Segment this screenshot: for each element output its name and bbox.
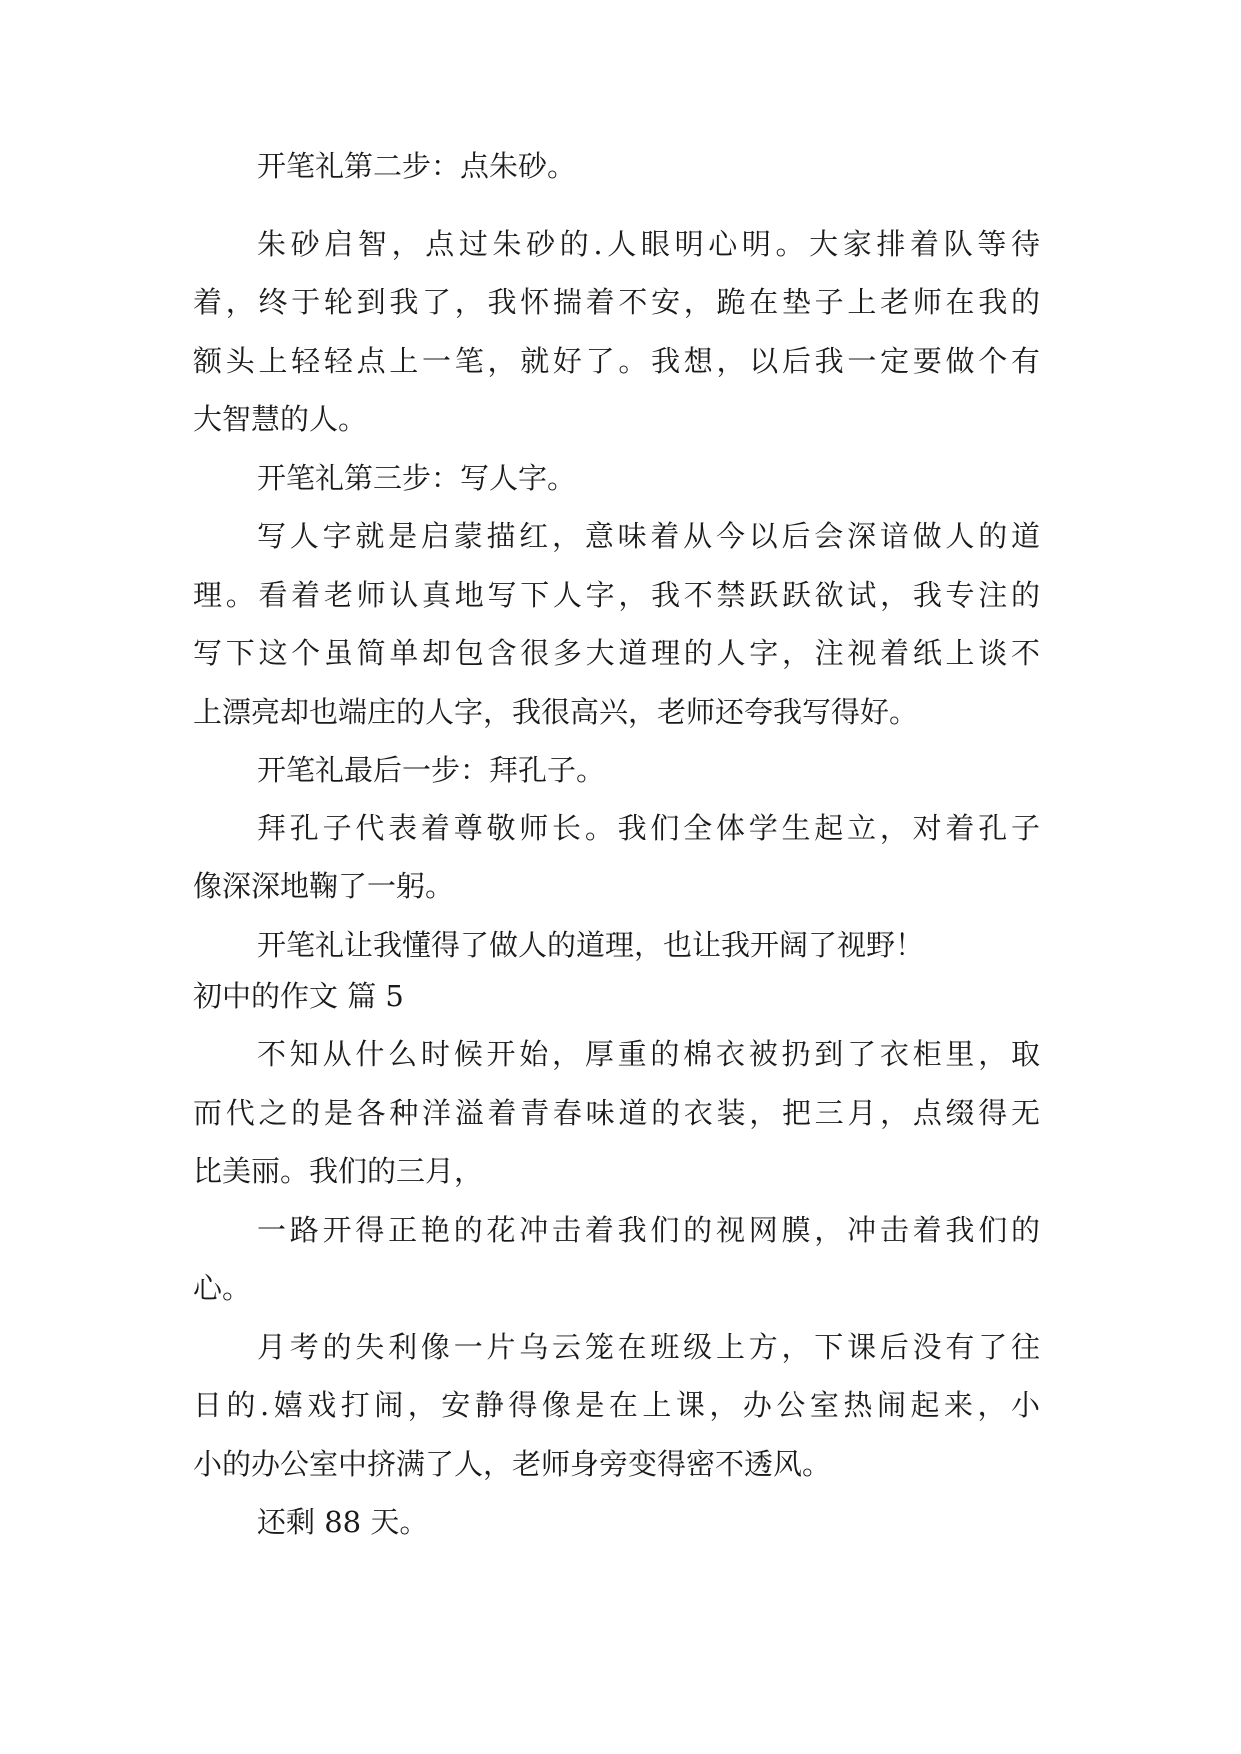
paragraph-line: 理。看着老师认真地写下人字，我不禁跃跃欲试，我专注的 [193, 578, 1040, 612]
paragraph-line: 像深深地鞠了一躬。 [193, 869, 455, 903]
paragraph-line: 小的办公室中挤满了人，老师身旁变得密不透风。 [193, 1447, 832, 1481]
paragraph-line: 着，终于轮到我了，我怀揣着不安，跪在垫子上老师在我的 [193, 285, 1040, 319]
paragraph-line: 比美丽。我们的三月， [193, 1154, 484, 1188]
section-title: 初中的作文 篇 5 [193, 979, 404, 1013]
paragraph-line: 拜孔子代表着尊敬师长。我们全体学生起立，对着孔子 [257, 811, 1040, 845]
paragraph-line: 不知从什么时候开始，厚重的棉衣被扔到了衣柜里，取 [257, 1037, 1040, 1071]
paragraph-line: 朱砂启智，点过朱砂的.人眼明心明。大家排着队等待 [257, 227, 1040, 261]
paragraph-line: 心。 [193, 1271, 252, 1305]
paragraph-line: 一路开得正艳的花冲击着我们的视网膜，冲击着我们的 [257, 1213, 1040, 1247]
paragraph-line: 开笔礼让我懂得了做人的道理，也让我开阔了视野！ [257, 928, 925, 962]
step-three-heading: 开笔礼第三步：写人字。 [257, 461, 577, 495]
paragraph-line: 额头上轻轻点上一笔，就好了。我想，以后我一定要做个有 [193, 344, 1040, 378]
step-two-heading: 开笔礼第二步：点朱砂。 [257, 149, 577, 183]
paragraph-line: 日的.嬉戏打闹，安静得像是在上课，办公室热闹起来，小 [193, 1388, 1040, 1422]
paragraph-line: 写人字就是启蒙描红，意味着从今以后会深谙做人的道 [257, 519, 1040, 553]
paragraph-line: 而代之的是各种洋溢着青春味道的衣装，把三月，点缀得无 [193, 1096, 1040, 1130]
paragraph-line: 大智慧的人。 [193, 402, 368, 436]
final-step-heading: 开笔礼最后一步：拜孔子。 [257, 753, 606, 787]
paragraph-line: 月考的失利像一片乌云笼在班级上方，下课后没有了往 [257, 1330, 1040, 1364]
paragraph-line: 还剩 88 天。 [257, 1505, 429, 1539]
paragraph-line: 上漂亮却也端庄的人字，我很高兴，老师还夸我写得好。 [193, 695, 919, 729]
paragraph-line: 写下这个虽简单却包含很多大道理的人字，注视着纸上谈不 [193, 636, 1040, 670]
